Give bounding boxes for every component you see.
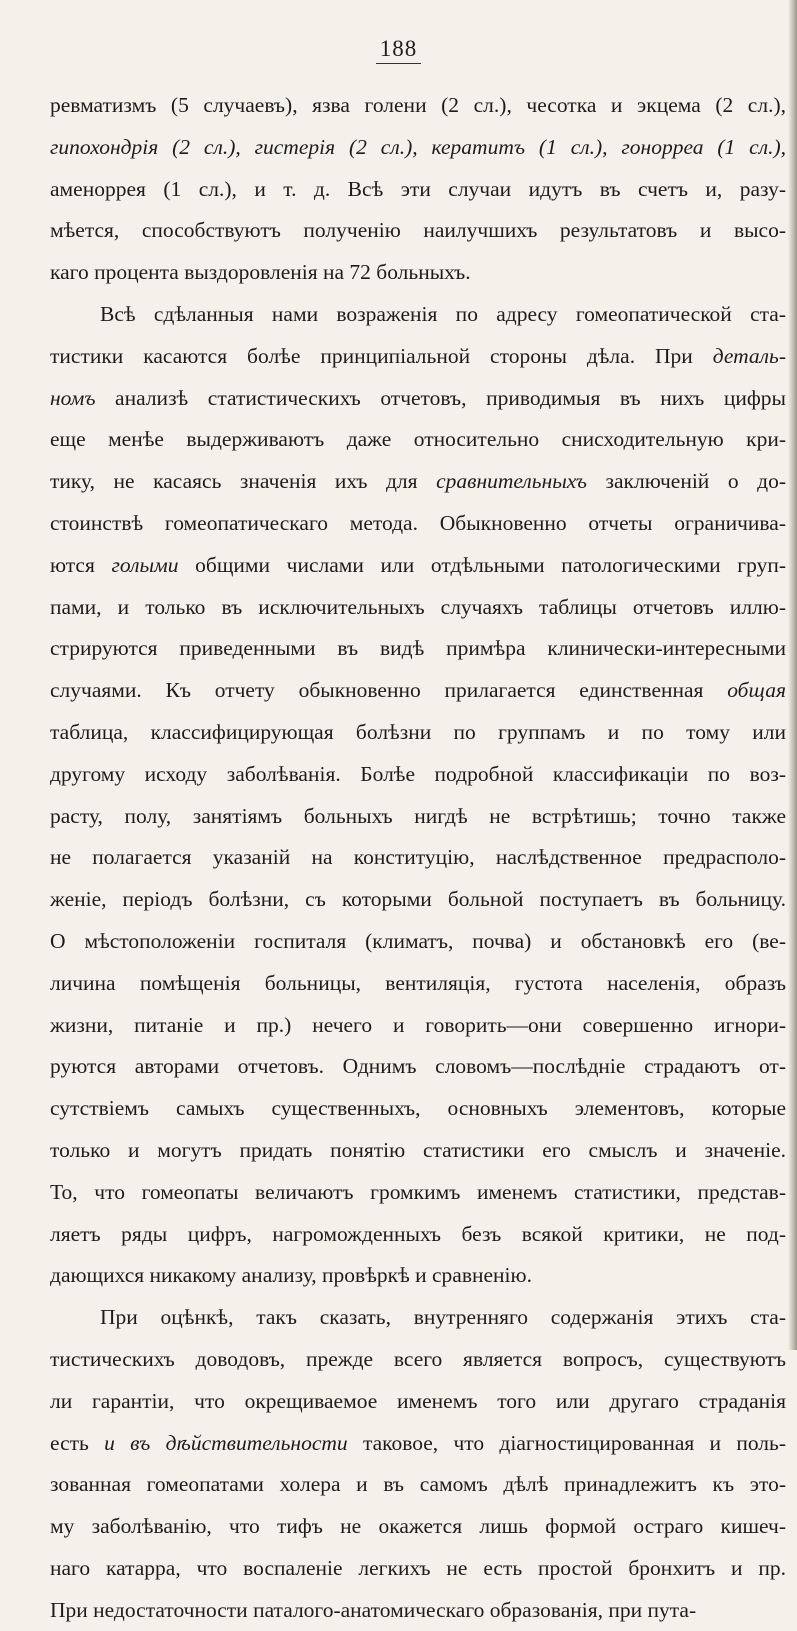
italic-text: голыми — [111, 552, 179, 577]
text-segment: ревматизмъ (5 случаевъ), язва голени (2 сл.), чесотка и экцема (2 сл.), — [50, 93, 786, 117]
text-line — [50, 1506, 786, 1548]
italic-text: общая — [727, 678, 786, 703]
text-segment: При оцѣнкѣ, такъ сказать, внутренняго содержанія этихъ ста- — [100, 1305, 786, 1330]
text-segment: общими числами или отдѣльными патологическими груп- — [178, 552, 786, 577]
text-segment: заключеній о до- — [586, 469, 786, 494]
text-segment: О мѣстоположеніи госпиталя (климатъ, почва) и обстановкѣ его (ве- — [50, 928, 786, 953]
text-line — [50, 1088, 786, 1130]
text-segment: стоинствѣ гомеопатическаго метода. Обыкновенно отчеты ограничива- — [50, 510, 786, 535]
text-line — [50, 837, 786, 879]
text-line — [50, 1297, 786, 1339]
italic-text: сравнительныхъ — [436, 469, 587, 494]
italic-text: номъ — [50, 385, 96, 410]
text-segment: расту, полу, занятіямъ больныхъ нигдѣ не встрѣтишь; точно также — [50, 803, 786, 828]
text-segment: пами, и только въ исключительныхъ случаяхъ таблицы отчетовъ иллю- — [50, 594, 786, 619]
text-line — [50, 461, 786, 503]
text-segment: руются авторами отчетовъ. Однимъ словомъ—послѣдніе страдаютъ от- — [50, 1054, 786, 1079]
text-line — [50, 963, 786, 1005]
text-line — [50, 754, 786, 796]
text-line — [50, 419, 786, 461]
page-edge-shadow — [788, 0, 797, 1350]
text-line — [50, 378, 786, 420]
text-line — [50, 503, 786, 545]
text-segment: таковое, что діагностицированная и поль- — [347, 1430, 786, 1455]
text-line — [50, 1381, 786, 1423]
text-segment: случаями. Къ отчету обыкновенно прилагается единственная — [50, 678, 728, 703]
text-segment: дающихся никакому анализу, провѣркѣ и сравненію. — [50, 1263, 532, 1288]
text-segment: только и могутъ придать понятію статистики его смыслъ и значеніе. — [50, 1137, 786, 1162]
text-line — [50, 796, 786, 838]
text-segment: не полагается указаній на конституцію, наслѣдственное предрасполо- — [50, 845, 786, 870]
text-segment: ляетъ ряды цифръ, нагроможденныхъ безъ всякой критики, не под- — [50, 1221, 786, 1246]
text-line — [50, 1423, 786, 1465]
text-line — [50, 1005, 786, 1047]
text-line — [50, 1255, 786, 1297]
text-line — [50, 670, 786, 712]
text-segment: Всѣ сдѣланныя нами возраженія по адресу гомеопатической ста- — [100, 301, 786, 326]
text-line — [50, 1548, 786, 1590]
text-line — [50, 1464, 786, 1506]
text-line — [50, 628, 786, 670]
text-line — [50, 545, 786, 587]
text-line — [50, 1590, 786, 1631]
text-segment: сутствіемъ самыхъ существенныхъ, основныхъ элементовъ, которые — [50, 1096, 786, 1121]
text-line — [50, 712, 786, 754]
text-segment: мѣется, способствуютъ полученію наилучшихъ результатовъ и высо- — [50, 218, 786, 243]
text-segment: ли гарантіи, что окрещиваемое именемъ того или другаго страданія — [50, 1388, 786, 1413]
text-line — [50, 252, 786, 294]
text-line — [50, 1130, 786, 1172]
text-segment: То, что гомеопаты величаютъ громкимъ именемъ статистики, представ- — [50, 1179, 786, 1204]
italic-text: и въ дѣйствительности — [104, 1430, 348, 1455]
text-line — [50, 169, 786, 211]
text-segment: жизни, питаніе и пр.) нечего и говорить—они совершенно игнори- — [50, 1012, 786, 1037]
text-segment: каго процента выздоровленія на 72 больныхъ. — [50, 260, 471, 285]
text-segment: еще менѣе выдерживаютъ даже относительно снисходительную кри- — [50, 427, 786, 452]
text-segment: зованная гомеопатами холера и въ самомъ дѣлѣ принадлежитъ къ это- — [50, 1472, 786, 1497]
text-line — [50, 1214, 786, 1256]
text-segment: тистическихъ доводовъ, прежде всего является вопросъ, существуютъ — [50, 1346, 786, 1371]
text-line — [50, 587, 786, 629]
text-segment: анализѣ статистическихъ отчетовъ, приводимыя въ нихъ цифры — [95, 385, 786, 410]
text-segment: личина помѣщенія больницы, вентиляція, густота населенія, образъ — [50, 970, 786, 995]
text-segment: другому исходу заболѣванія. Болѣе подробной классификаціи по воз- — [50, 761, 786, 786]
text-line — [50, 336, 786, 378]
text-line — [50, 879, 786, 921]
text-segment: стрируются приведенными въ видѣ примѣра клинически-интересными — [50, 636, 786, 661]
text-line — [50, 1046, 786, 1088]
text-segment: тистики касаются болѣе принципіальной стороны дѣла. При — [50, 343, 713, 368]
page-number-text: 188 — [376, 36, 422, 64]
text-line — [50, 1339, 786, 1381]
body-text — [50, 85, 786, 1631]
italic-text: гипохондрія (2 сл.), гистерія (2 сл.), кератитъ (1 сл.), гонорреа (1 сл.), — [50, 134, 786, 159]
text-line — [50, 1172, 786, 1214]
italic-text: деталь- — [712, 343, 786, 368]
text-segment: наго катарра, что воспаленіе легкихъ не есть простой бронхитъ и пр. — [50, 1555, 786, 1580]
text-segment: ются — [50, 552, 112, 577]
text-segment: аменоррея (1 сл.), и т. д. Всѣ эти случаи идутъ въ счетъ и, разу- — [50, 176, 786, 201]
text-segment: му заболѣванію, что тифъ не окажется лишь формой остраго кишеч- — [50, 1514, 786, 1539]
text-line — [50, 921, 786, 963]
text-segment: есть — [50, 1430, 105, 1455]
text-line — [50, 210, 786, 252]
text-line — [50, 294, 786, 336]
text-segment: При недостаточности паталого-анатомическаго образованія, при пута- — [50, 1597, 697, 1622]
text-line — [50, 85, 786, 127]
page-number — [0, 36, 797, 62]
text-segment: таблица, классифицирующая болѣзни по группамъ и по тому или — [50, 719, 786, 744]
text-line — [50, 127, 786, 169]
text-segment: женіе, періодъ болѣзни, съ которыми больной поступаетъ въ больницу. — [50, 887, 786, 912]
text-segment: тику, не касаясь значенія ихъ для — [50, 469, 437, 494]
